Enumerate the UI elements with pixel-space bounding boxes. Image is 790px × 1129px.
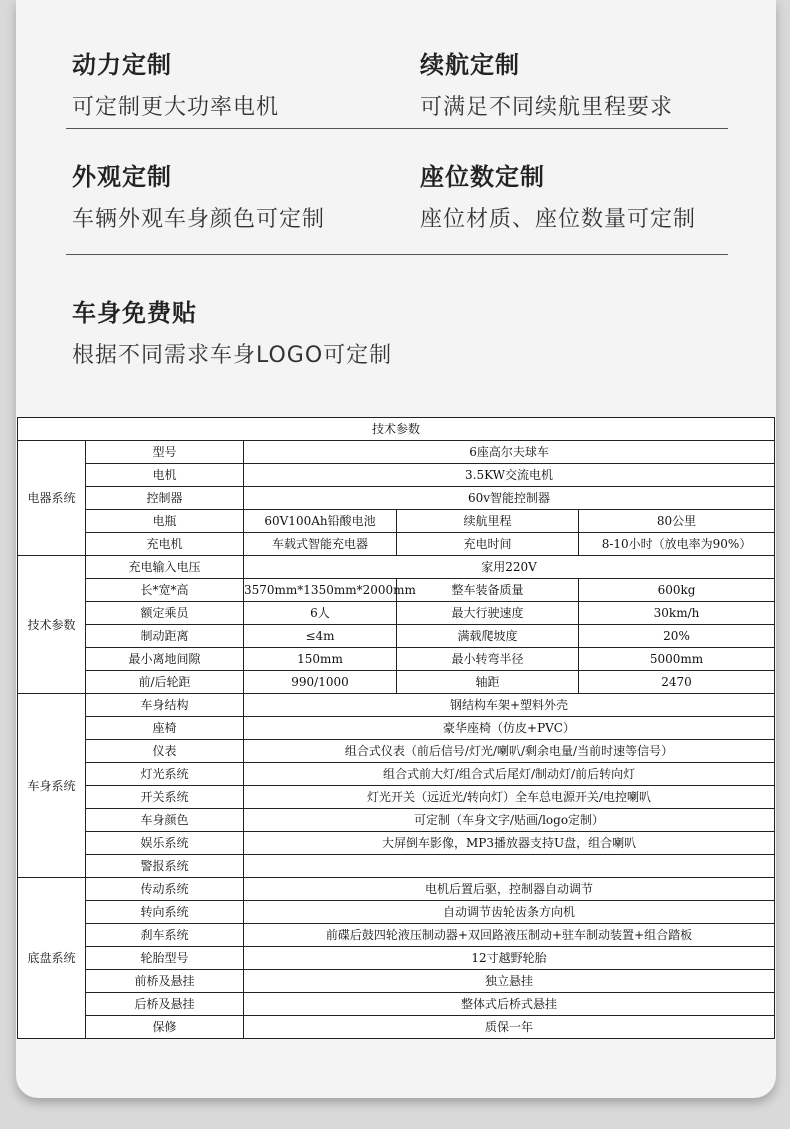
table-row [18,855,775,878]
table-row [18,510,775,533]
param-label: 后桥及悬挂 [86,993,244,1016]
param-label-secondary: 轴距 [397,671,579,694]
table-row [18,786,775,809]
table-row [18,648,775,671]
param-value: 6人 [244,602,397,625]
param-label: 轮胎型号 [86,947,244,970]
table-row [18,441,775,464]
param-label: 仪表 [86,740,244,763]
param-value: ≤4m [244,625,397,648]
feature-title: 续航定制 [420,51,520,79]
feature-appearance [72,157,325,233]
param-value-secondary: 30km/h [579,602,775,625]
param-value: 钢结构车架+塑料外壳 [244,694,775,717]
section-name: 车身系统 [18,694,86,878]
feature-title: 座位数定制 [420,163,545,191]
feature-power [72,45,279,121]
spec-table [17,417,775,1039]
feature-range [420,45,673,121]
feature-title: 动力定制 [72,51,172,79]
table-row [18,556,775,579]
param-label-secondary: 整车装备质量 [397,579,579,602]
param-label: 传动系统 [86,878,244,901]
param-value: 质保一年 [244,1016,775,1039]
table-row [18,878,775,901]
feature-seats [420,157,696,233]
param-value: 3.5KW交流电机 [244,464,775,487]
table-title-row [18,418,775,441]
table-row [18,671,775,694]
table-row [18,763,775,786]
section-name: 底盘系统 [18,878,86,1039]
divider [66,254,728,255]
param-label: 充电机 [86,533,244,556]
param-value-secondary: 600kg [579,579,775,602]
table-title: 技术参数 [18,418,775,441]
param-value: 前碟后鼓四轮液压制动器+双回路液压制动+驻车制动装置+组合踏板 [244,924,775,947]
feature-title: 外观定制 [72,163,172,191]
param-value: 60V100Ah铅酸电池 [244,510,397,533]
param-value: 60v智能控制器 [244,487,775,510]
divider [66,128,728,129]
feature-desc: 根据不同需求车身LOGO可定制 [72,343,393,368]
param-label: 前桥及悬挂 [86,970,244,993]
param-label-secondary: 最小转弯半径 [397,648,579,671]
feature-title: 车身免费贴 [72,299,197,327]
param-value: 可定制（车身文字/贴画/logo定制） [244,809,775,832]
table-row [18,832,775,855]
table-row [18,464,775,487]
table-row [18,533,775,556]
param-label-secondary: 续航里程 [397,510,579,533]
param-label: 充电输入电压 [86,556,244,579]
param-label: 额定乘员 [86,602,244,625]
param-value: 电机后置后驱，控制器自动调节 [244,878,775,901]
param-label: 刹车系统 [86,924,244,947]
param-value-secondary: 5000mm [579,648,775,671]
table-row [18,579,775,602]
param-label: 车身颜色 [86,809,244,832]
param-label: 转向系统 [86,901,244,924]
table-row [18,487,775,510]
param-value: 150mm [244,648,397,671]
table-row [18,625,775,648]
param-label: 长*宽*高 [86,579,244,602]
param-value: 独立悬挂 [244,970,775,993]
feature-desc: 可定制更大功率电机 [72,95,280,120]
param-value-secondary: 8-10小时（放电率为90%） [579,533,775,556]
param-value: 大屏倒车影像，MP3播放器支持U盘，组合喇叭 [244,832,775,855]
param-value: 组合式前大灯/组合式后尾灯/制动灯/前后转向灯 [244,763,775,786]
feature-desc: 座位材质、座位数量可定制 [420,207,697,232]
param-value-secondary: 2470 [579,671,775,694]
param-label-secondary: 充电时间 [397,533,579,556]
param-label: 车身结构 [86,694,244,717]
param-value-secondary: 80公里 [579,510,775,533]
table-row [18,717,775,740]
param-label: 控制器 [86,487,244,510]
spec-table-wrap [17,417,774,1039]
param-label-secondary: 最大行驶速度 [397,602,579,625]
param-label: 型号 [86,441,244,464]
table-row [18,970,775,993]
feature-desc: 车辆外观车身颜色可定制 [72,207,326,232]
table-row [18,694,775,717]
table-row [18,993,775,1016]
param-label-secondary: 满载爬坡度 [397,625,579,648]
table-row [18,947,775,970]
page-card [16,0,776,1098]
param-value: 6座高尔夫球车 [244,441,775,464]
param-label: 灯光系统 [86,763,244,786]
param-label: 电瓶 [86,510,244,533]
param-label: 警报系统 [86,855,244,878]
param-value: 自动调节齿轮齿条方向机 [244,901,775,924]
param-value: 灯光开关（远近光/转向灯）全车总电源开关/电控喇叭 [244,786,775,809]
param-value: 组合式仪表（前后信号/灯光/喇叭/剩余电量/当前时速等信号） [244,740,775,763]
param-label: 座椅 [86,717,244,740]
param-value-secondary: 20% [579,625,775,648]
param-label: 保修 [86,1016,244,1039]
table-row [18,924,775,947]
param-value: 豪华座椅（仿皮+PVC） [244,717,775,740]
param-label: 开关系统 [86,786,244,809]
table-row [18,809,775,832]
table-row [18,740,775,763]
feature-desc: 可满足不同续航里程要求 [420,95,674,120]
param-label: 电机 [86,464,244,487]
param-value: 12寸越野轮胎 [244,947,775,970]
param-label: 最小离地间隙 [86,648,244,671]
param-label: 前/后轮距 [86,671,244,694]
feature-logo [72,293,392,369]
param-value: 3570mm*1350mm*2000mm [244,579,397,602]
table-row [18,602,775,625]
param-label: 制动距离 [86,625,244,648]
param-value: 车载式智能充电器 [244,533,397,556]
table-row [18,901,775,924]
param-value: 家用220V [244,556,775,579]
param-value [244,855,775,878]
param-label: 娱乐系统 [86,832,244,855]
param-value: 990/1000 [244,671,397,694]
section-name: 技术参数 [18,556,86,694]
table-row [18,1016,775,1039]
param-value: 整体式后桥式悬挂 [244,993,775,1016]
section-name: 电器系统 [18,441,86,556]
